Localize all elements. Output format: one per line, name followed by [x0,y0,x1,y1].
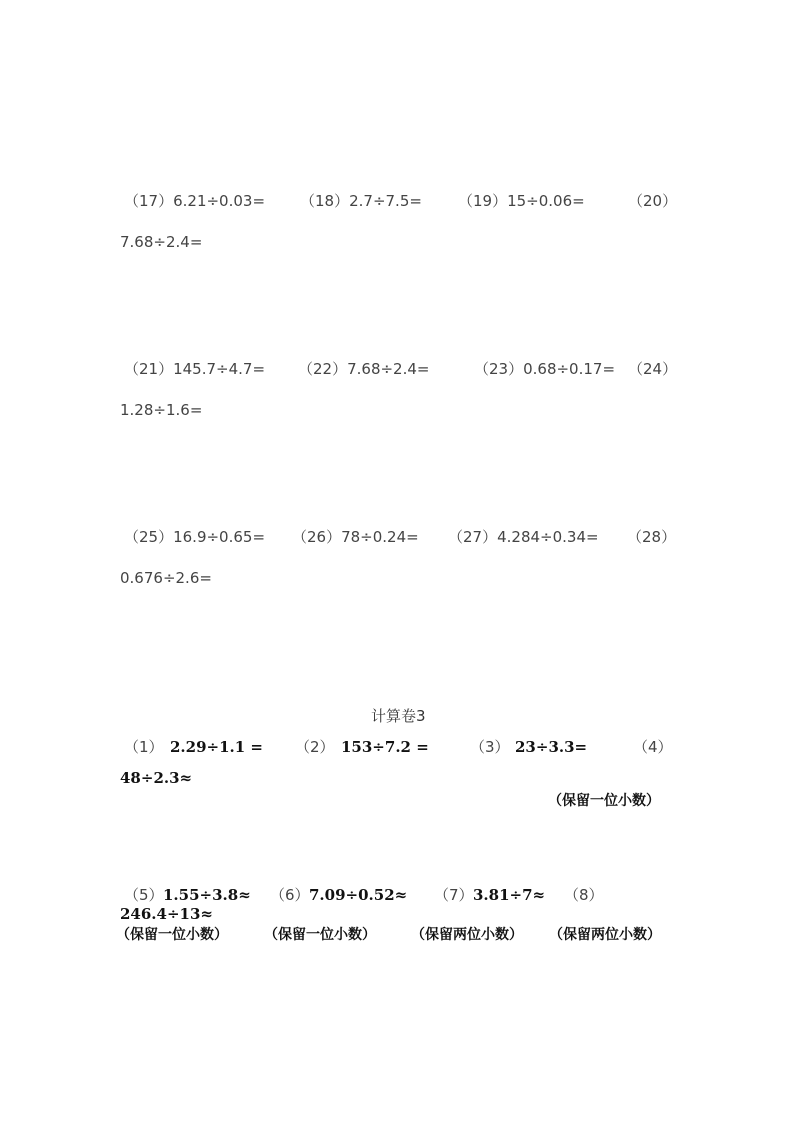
problem-3-expression: 23÷3.3= [515,738,588,756]
problem-17: （17）6.21÷0.03= [124,192,266,210]
problem-5-expression: 1.55÷3.8≈ [163,886,251,904]
problem-21: （21）145.7÷4.7= [124,360,266,378]
problem-1-label: （1） [124,738,164,756]
problem-28-label: （28） [627,528,677,546]
problem-7-label: （7） [434,886,474,904]
problem-24-label: （24） [628,360,678,378]
problem-4-rounding-note: （保留一位小数） [548,793,660,809]
problem-18: （18）2.7÷7.5= [300,192,422,210]
problem-25: （25）16.9÷0.65= [124,528,266,546]
problem-24-expression: 1.28÷1.6= [120,401,203,419]
problem-7-rounding-note: （保留两位小数） [411,927,523,943]
problem-8-expression: 246.4÷13≈ [120,905,213,923]
problem-27: （27）4.284÷0.34= [448,528,599,546]
problem-5-rounding-note: （保留一位小数） [116,927,228,943]
section-title: 计算卷3 [371,707,426,725]
problem-2-label: （2） [295,738,335,756]
problem-8-label: （8） [564,886,604,904]
problem-20-label: （20） [628,192,678,210]
problem-1-expression: 2.29÷1.1 = [170,738,263,756]
problem-7-expression: 3.81÷7≈ [473,886,546,904]
problem-19: （19）15÷0.06= [458,192,585,210]
problem-2-expression: 153÷7.2 = [341,738,429,756]
problem-4-label: （4） [633,738,673,756]
problem-5-label: （5） [124,886,164,904]
problem-6-label: （6） [270,886,310,904]
problem-3-label: （3） [470,738,510,756]
problem-6-rounding-note: （保留一位小数） [264,927,376,943]
problem-8-rounding-note: （保留两位小数） [549,927,661,943]
problem-26: （26）78÷0.24= [292,528,419,546]
problem-4-expression: 48÷2.3≈ [120,769,193,787]
problem-6-expression: 7.09÷0.52≈ [309,886,408,904]
problem-28-expression: 0.676÷2.6= [120,569,212,587]
problem-23: （23）0.68÷0.17= [474,360,616,378]
problem-20-expression: 7.68÷2.4= [120,233,203,251]
problem-22: （22）7.68÷2.4= [298,360,430,378]
